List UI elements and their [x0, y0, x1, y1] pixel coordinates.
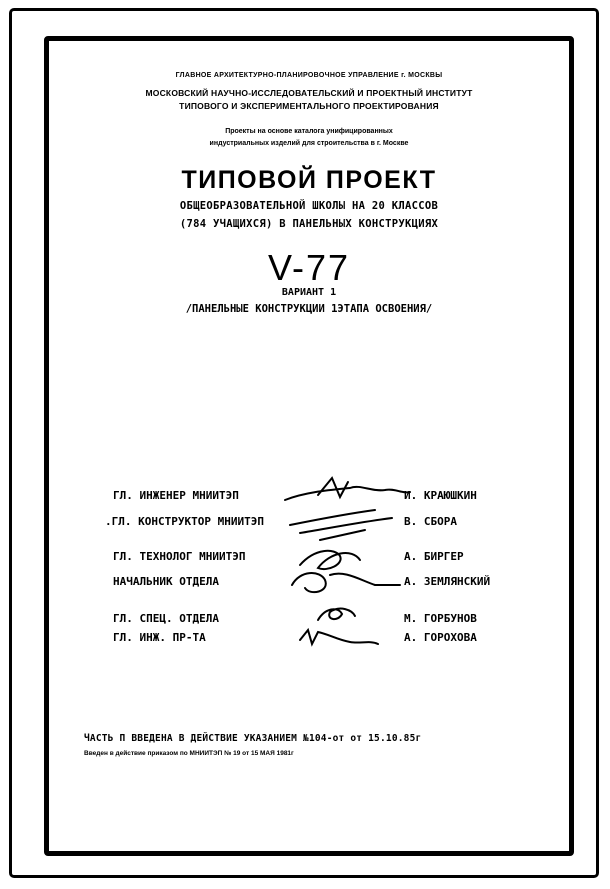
signatory-position: НАЧАЛЬНИК ОТДЕЛА [113, 575, 219, 588]
ministry-line: ГЛАВНОЕ АРХИТЕКТУРНО-ПЛАНИРОВОЧНОЕ УПРАВЛЕНИЕ г. МОСКВЫ [175, 72, 443, 79]
signatory-row [0, 631, 610, 651]
signatory-position: ГЛ. СПЕЦ. ОТДЕЛА [113, 612, 219, 625]
basis-line-1: Проекты на основе каталога унифицированных [225, 128, 393, 135]
signatory-name: В. СБОРА [404, 515, 457, 528]
signatory-row [0, 575, 610, 595]
signatory-row [0, 515, 610, 535]
basis-line-2: индустриальных изделий для строительства в г. Москве [209, 140, 409, 147]
signatory-position: ГЛ. ИНЖЕНЕР МНИИТЭП [113, 489, 239, 502]
project-title: ТИПОВОЙ ПРОЕКТ [181, 166, 437, 194]
signatory-row [0, 612, 610, 632]
variant-label: ВАРИАНТ 1 [281, 287, 337, 298]
signatory-name: М. ГОРБУНОВ [404, 612, 477, 625]
institute-line-2: ТИПОВОГО И ЭКСПЕРИМЕНТАЛЬНОГО ПРОЕКТИРОВАНИЯ [179, 101, 439, 111]
project-description-2: (784 УЧАЩИХСЯ) В ПАНЕЛЬНЫХ КОНСТРУКЦИЯХ [179, 218, 439, 230]
signatory-row [0, 489, 610, 509]
project-subtitle: /ПАНЕЛЬНЫЕ КОНСТРУКЦИИ 1ЭТАПА ОСВОЕНИЯ/ [185, 303, 433, 315]
project-number: V-77 [267, 247, 351, 288]
signatory-row [0, 550, 610, 570]
signatory-position: ГЛ. ТЕХНОЛОГ МНИИТЭП [113, 550, 246, 563]
signatory-name: И. КРАЮШКИН [404, 489, 477, 502]
signatory-name: А. БИРГЕР [404, 550, 464, 563]
signatory-position: ГЛ. ИНЖ. ПР-ТА [113, 631, 206, 644]
signatory-name: А. ЗЕМЛЯНСКИЙ [404, 575, 491, 588]
signatory-position: .ГЛ. КОНСТРУКТОР МНИИТЭП [105, 515, 264, 528]
institute-line-1: МОСКОВСКИЙ НАУЧНО-ИССЛЕДОВАТЕЛЬСКИЙ И ПРОЕКТНЫЙ ИНСТИТУТ [145, 88, 473, 98]
project-description-1: ОБЩЕОБРАЗОВАТЕЛЬНОЙ ШКОЛЫ НА 20 КЛАССОВ [179, 200, 439, 212]
footer-enactment-line: ЧАСТЬ П ВВЕДЕНА В ДЕЙСТВИЕ УКАЗАНИЕМ №104-от от 15.10.85г [84, 733, 422, 744]
footer-order-line: Введен в действие приказом по МНИИТЭП № 19 от 15 МАЯ 1981г [84, 750, 294, 757]
signatory-name: А. ГОРОХОВА [404, 631, 477, 644]
